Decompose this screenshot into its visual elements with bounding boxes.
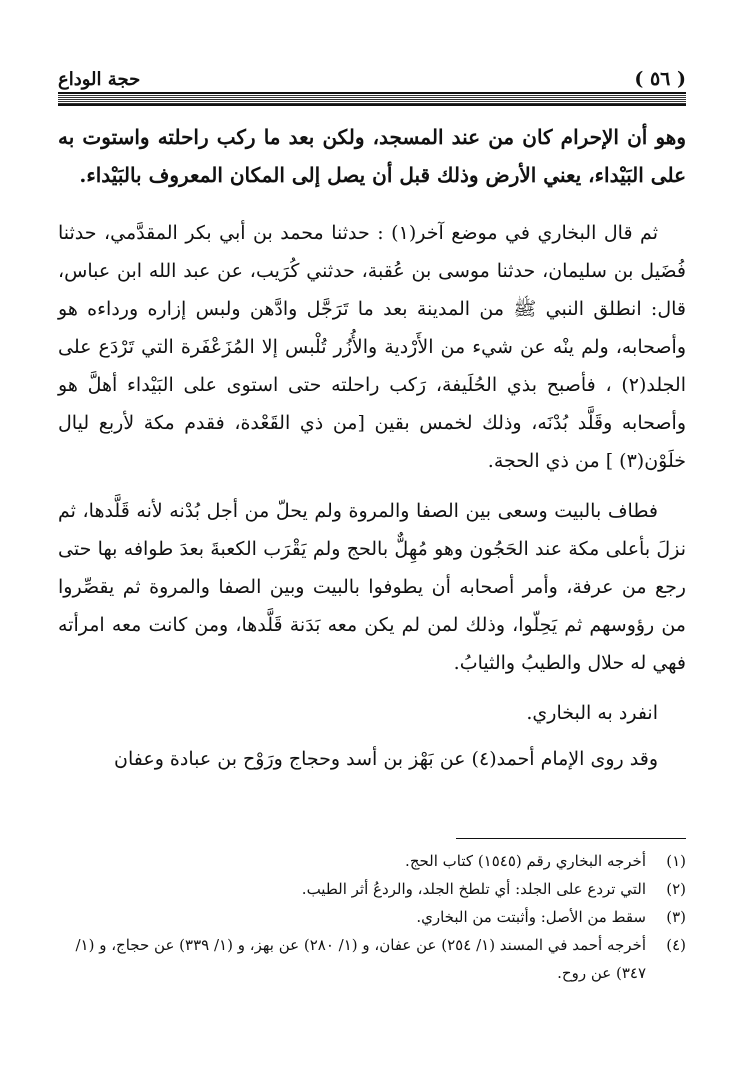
- footnote-number: (٢): [666, 880, 686, 898]
- footnote-text: أخرجه البخاري رقم (١٥٤٥) كتاب الحج.: [405, 852, 646, 870]
- paragraph: وقد روى الإمام أحمد(٤) عن بَهْز بن أسد وحجاج ورَوْح بن عبادة وعفان: [114, 748, 658, 770]
- bold-paragraph: وهو أن الإحرام كان من عند المسجد، ولكن بعد ما ركب راحلته واستوت به على البَيْداء، يعني الأرض وذلك قبل أن يصل إلى المكان المعروف بالبَيْداء.: [58, 125, 686, 187]
- footnote: [58, 875, 686, 903]
- running-title: حجة الوداع: [58, 69, 141, 90]
- paragraph: فطاف بالبيت وسعى بين الصفا والمروة ولم يحلّ من أجل بُدْنه لأنه قَلَّدها، ثم نزلَ بأعلى مكة عند الحَجُون وهو مُهِلٌّ بالحج ولم يَقْرَب الكعبةَ بعدَ طوافه بها حتى رجع من عرفة، وأمر أصحابه أن يطوفوا بالبيت وبين الصفا والمروة ثم يقصِّروا من رؤوسهم ثم يَحِلّوا، وذلك لمن لم يكن معه بَدَنة قَلَّدها، ومن كانت معه امرأته فهي له حلال والطيبُ والثيابُ.: [58, 500, 686, 674]
- paragraph: ثم قال البخاري في موضع آخر(١) : حدثنا محمد بن أبي بكر المقدَّمي، حدثنا فُضَيل بن سليمان، حدثنا موسى بن عُقبة، حدثني كُرَيب، عن عبد الله ابن عباس، قال: انطلق النبي ﷺ من المدينة بعد ما تَرَجَّل وادَّهن ولبس إزاره ورداءه هو وأصحابه، ولم ينْه عن شيء من الأَرْدية والأُزُر تُلْبس إلا المُزَعْفَرة التي تَرْدَع على الجلد(٢) ، فأصبح بذي الحُلَيفة، رَكب راحلته حتى استوى على البَيْداء أهلَّ هو وأصحابه وقَلَّد بُدْنَه، وذلك لخمس بقين [من ذي القَعْدة، فقدم مكة لأربع ليال خلَوْن(٣) ] من ذي الحجة.: [58, 222, 686, 472]
- footnote-text: التي تردع على الجلد: أي تلطخ الجلد، والردعُ أثر الطيب.: [301, 880, 646, 898]
- page-number: ( ٥٦ ): [634, 68, 686, 90]
- footnote: [58, 931, 686, 987]
- footnote-text: أخرجه أحمد في المسند (١/ ٢٥٤) عن عفان، و (١/ ٢٨٠) عن بهز، و (١/ ٣٣٩) عن حجاج، و (١/ ٣٤٧) عن روح.: [75, 936, 646, 982]
- footnote-text: سقط من الأصل: وأثبتت من البخاري.: [416, 908, 646, 926]
- paragraph: انفرد به البخاري.: [526, 702, 658, 724]
- main-text: [58, 118, 686, 790]
- header-rule: [58, 92, 686, 106]
- footnote: [58, 903, 686, 931]
- footnote-divider: [456, 838, 686, 839]
- footnote-number: (٤): [666, 936, 686, 954]
- footnote-number: (٣): [666, 908, 686, 926]
- footnotes: [58, 838, 686, 987]
- footnote: [58, 847, 686, 875]
- footnote-number: (١): [666, 852, 686, 870]
- page-header: [58, 60, 686, 90]
